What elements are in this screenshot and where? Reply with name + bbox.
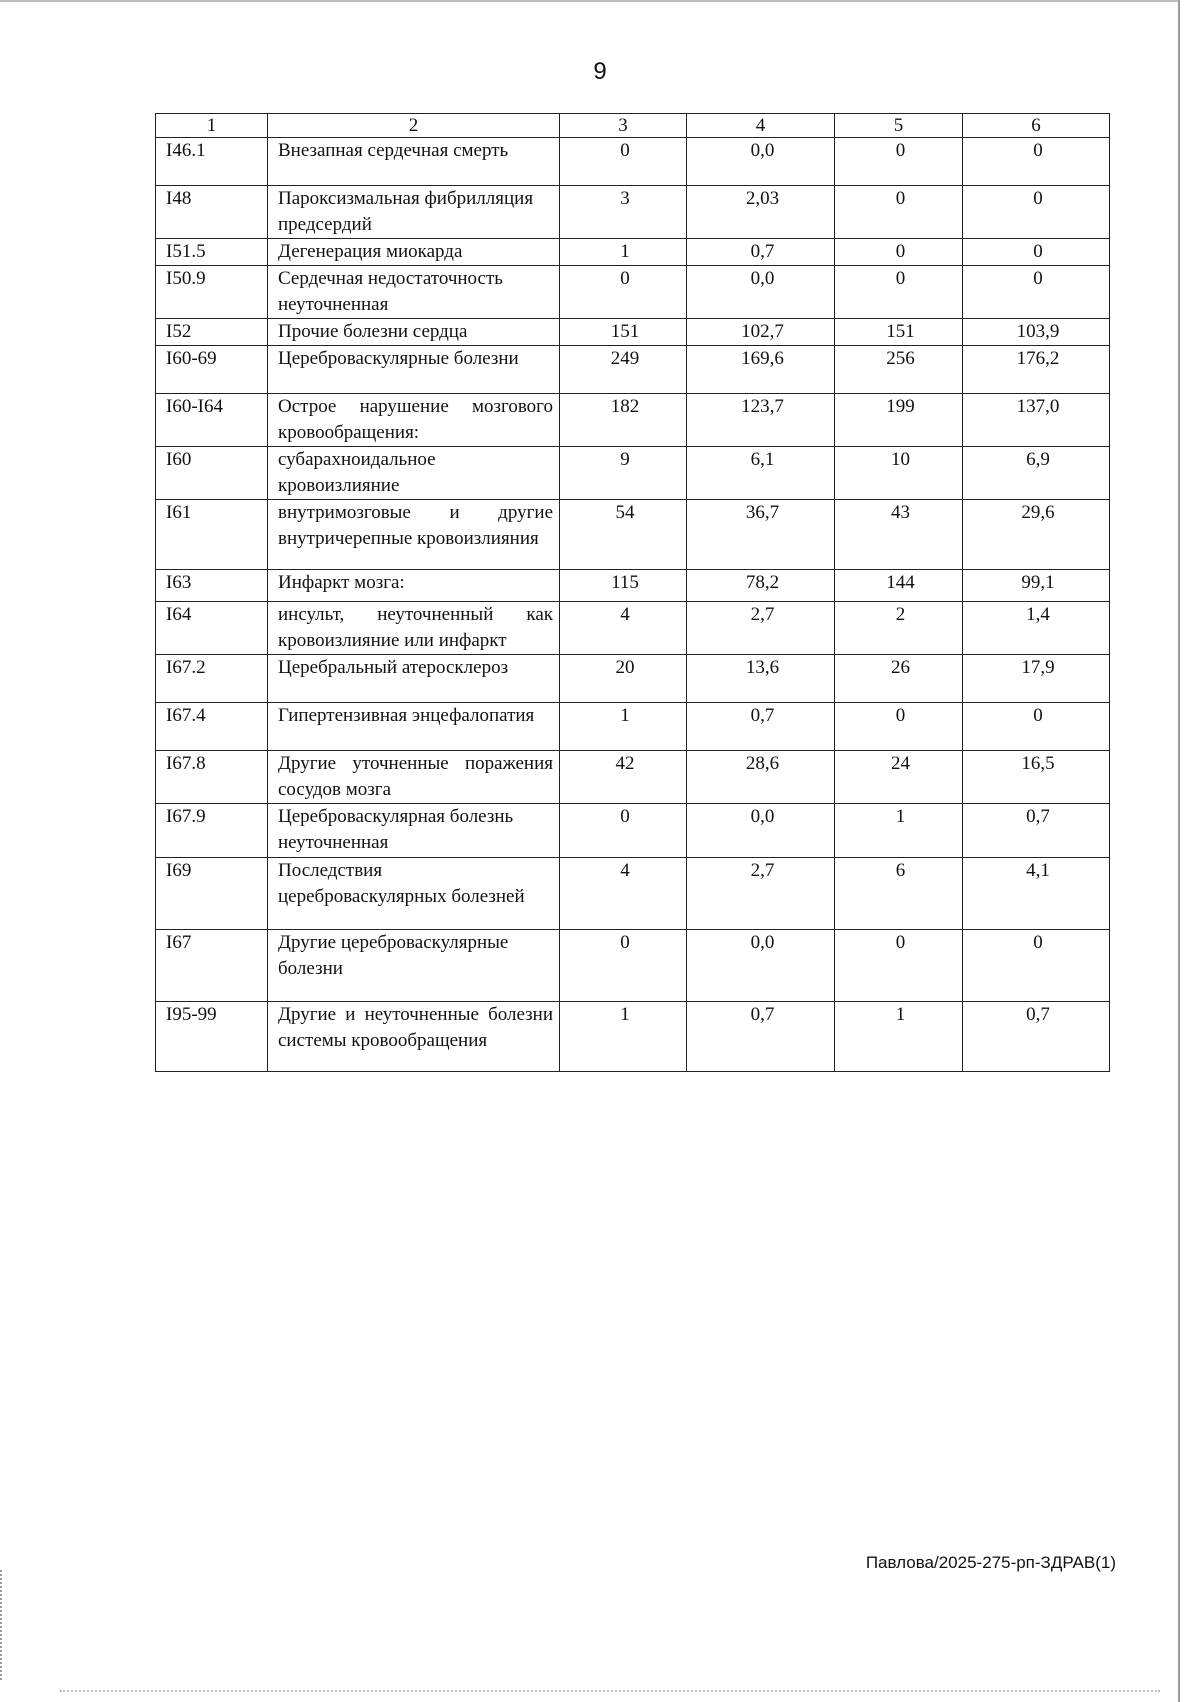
cell-name: Другие цереброваскулярные болезни: [268, 930, 560, 1002]
cell-col4: 0,7: [687, 703, 835, 751]
cell-code: I95-99: [156, 1002, 268, 1072]
table-row: [156, 858, 1110, 930]
cell-col5: 144: [835, 570, 963, 602]
cell-col5: 199: [835, 394, 963, 447]
cell-code: I46.1: [156, 138, 268, 186]
cell-col6: 0,7: [963, 804, 1110, 858]
cell-col6: 0: [963, 266, 1110, 319]
cell-col5: 0: [835, 703, 963, 751]
table-row: [156, 602, 1110, 655]
cell-col4: 0,0: [687, 138, 835, 186]
cell-col6: 0: [963, 703, 1110, 751]
cell-col6: 6,9: [963, 447, 1110, 500]
cell-col6: 29,6: [963, 500, 1110, 570]
table-row: [156, 804, 1110, 858]
header-cell: 4: [687, 114, 835, 138]
cell-col6: 0: [963, 138, 1110, 186]
document-reference: Павлова/2025-275-рп-ЗДРАВ(1): [865, 1553, 1116, 1572]
header-cell: 2: [268, 114, 560, 138]
cell-name: Цереброваскулярная болезнь неуточненная: [268, 804, 560, 858]
cell-col6: 0,7: [963, 1002, 1110, 1072]
cell-name: Церебральный атеросклероз: [268, 655, 560, 703]
cell-col4: 13,6: [687, 655, 835, 703]
cell-col3: 0: [560, 266, 687, 319]
cell-col3: 20: [560, 655, 687, 703]
cell-code: I67.4: [156, 703, 268, 751]
cell-col4: 2,03: [687, 186, 835, 239]
table-row: [156, 1002, 1110, 1072]
cell-col4: 2,7: [687, 602, 835, 655]
cell-code: I61: [156, 500, 268, 570]
cell-col5: 26: [835, 655, 963, 703]
cell-col3: 9: [560, 447, 687, 500]
cell-name: субарахноидальное кровоизлияние: [268, 447, 560, 500]
cell-col4: 0,0: [687, 804, 835, 858]
cell-col5: 1: [835, 804, 963, 858]
cell-col6: 176,2: [963, 346, 1110, 394]
cell-code: I67.8: [156, 751, 268, 804]
table-header-row: [156, 114, 1110, 138]
cell-col3: 0: [560, 138, 687, 186]
cell-col5: 0: [835, 186, 963, 239]
cell-col3: 182: [560, 394, 687, 447]
cell-name: Дегенерация миокарда: [268, 239, 560, 266]
cell-code: I67.2: [156, 655, 268, 703]
cell-col3: 0: [560, 930, 687, 1002]
cell-col3: 54: [560, 500, 687, 570]
table-row: [156, 447, 1110, 500]
cell-col3: 3: [560, 186, 687, 239]
cell-col4: 0,7: [687, 239, 835, 266]
cell-name: Другие уточненные поражения сосудов мозга: [268, 751, 560, 804]
cell-col6: 17,9: [963, 655, 1110, 703]
table-row: [156, 239, 1110, 266]
cell-col3: 42: [560, 751, 687, 804]
cell-col4: 123,7: [687, 394, 835, 447]
table-row: [156, 930, 1110, 1002]
table-row: [156, 186, 1110, 239]
cell-col4: 78,2: [687, 570, 835, 602]
cell-name: внутримозговые и другие внутричерепные кровоизлияния: [268, 500, 560, 570]
table-row: [156, 346, 1110, 394]
cell-col6: 0: [963, 930, 1110, 1002]
cell-col4: 0,0: [687, 930, 835, 1002]
cell-col6: 99,1: [963, 570, 1110, 602]
table-row: [156, 394, 1110, 447]
cell-col3: 151: [560, 319, 687, 346]
cell-col5: 10: [835, 447, 963, 500]
cell-col6: 137,0: [963, 394, 1110, 447]
cell-code: I48: [156, 186, 268, 239]
cell-name: Другие и неуточненные болезни системы кровообращения: [268, 1002, 560, 1072]
table-row: [156, 266, 1110, 319]
cell-col4: 102,7: [687, 319, 835, 346]
cell-name: Инфаркт мозга:: [268, 570, 560, 602]
cell-code: I67.9: [156, 804, 268, 858]
header-cell: 3: [560, 114, 687, 138]
page-number: 9: [593, 58, 607, 85]
cell-code: I60-69: [156, 346, 268, 394]
cell-col6: 1,4: [963, 602, 1110, 655]
cell-col5: 43: [835, 500, 963, 570]
cell-col5: 0: [835, 239, 963, 266]
cell-col3: 1: [560, 239, 687, 266]
cell-col5: 0: [835, 930, 963, 1002]
cell-code: I60-I64: [156, 394, 268, 447]
table-row: [156, 751, 1110, 804]
cell-name: Цереброваскулярные болезни: [268, 346, 560, 394]
cell-code: I63: [156, 570, 268, 602]
scan-left-marks: [0, 1570, 4, 1680]
cell-col4: 28,6: [687, 751, 835, 804]
header-cell: 5: [835, 114, 963, 138]
table-row: [156, 655, 1110, 703]
cell-col3: 4: [560, 858, 687, 930]
cell-col5: 151: [835, 319, 963, 346]
cell-code: I67: [156, 930, 268, 1002]
table-row: [156, 570, 1110, 602]
cell-col4: 0,0: [687, 266, 835, 319]
cell-col3: 249: [560, 346, 687, 394]
cell-col4: 169,6: [687, 346, 835, 394]
cell-col4: 0,7: [687, 1002, 835, 1072]
table-row: [156, 703, 1110, 751]
header-cell: 6: [963, 114, 1110, 138]
table-row: [156, 500, 1110, 570]
cell-col4: 6,1: [687, 447, 835, 500]
cell-name: Сердечная недостаточность неуточненная: [268, 266, 560, 319]
cell-col5: 24: [835, 751, 963, 804]
cell-code: I51.5: [156, 239, 268, 266]
table-row: [156, 319, 1110, 346]
cell-code: I64: [156, 602, 268, 655]
table-row: [156, 138, 1110, 186]
cell-name: Прочие болезни сердца: [268, 319, 560, 346]
cell-col3: 0: [560, 804, 687, 858]
cell-name: Внезапная сердечная смерть: [268, 138, 560, 186]
cell-col5: 1: [835, 1002, 963, 1072]
cell-code: I60: [156, 447, 268, 500]
cell-col6: 0: [963, 186, 1110, 239]
cell-code: I69: [156, 858, 268, 930]
cell-col5: 256: [835, 346, 963, 394]
cell-col6: 16,5: [963, 751, 1110, 804]
cell-col3: 115: [560, 570, 687, 602]
cell-col5: 0: [835, 266, 963, 319]
scan-right-edge: [1178, 0, 1180, 1702]
cell-col6: 0: [963, 239, 1110, 266]
cell-col4: 36,7: [687, 500, 835, 570]
cell-name: инсульт, неуточненный как кровоизлияние или инфаркт: [268, 602, 560, 655]
cell-col6: 103,9: [963, 319, 1110, 346]
statistics-table: [155, 113, 1110, 1072]
header-cell: 1: [156, 114, 268, 138]
scan-top-edge: [0, 0, 1180, 2]
cell-col5: 2: [835, 602, 963, 655]
cell-col6: 4,1: [963, 858, 1110, 930]
cell-col3: 4: [560, 602, 687, 655]
cell-col5: 6: [835, 858, 963, 930]
scan-bottom-edge: [60, 1690, 1160, 1694]
cell-code: I50.9: [156, 266, 268, 319]
cell-col3: 1: [560, 703, 687, 751]
cell-name: Острое нарушение мозгового кровообращения:: [268, 394, 560, 447]
cell-col4: 2,7: [687, 858, 835, 930]
cell-col3: 1: [560, 1002, 687, 1072]
cell-name: Пароксизмальная фибрилляция предсердий: [268, 186, 560, 239]
cell-name: Гипертензивная энцефалопатия: [268, 703, 560, 751]
cell-name: Последствия цереброваскулярных болезней: [268, 858, 560, 930]
cell-code: I52: [156, 319, 268, 346]
cell-col5: 0: [835, 138, 963, 186]
